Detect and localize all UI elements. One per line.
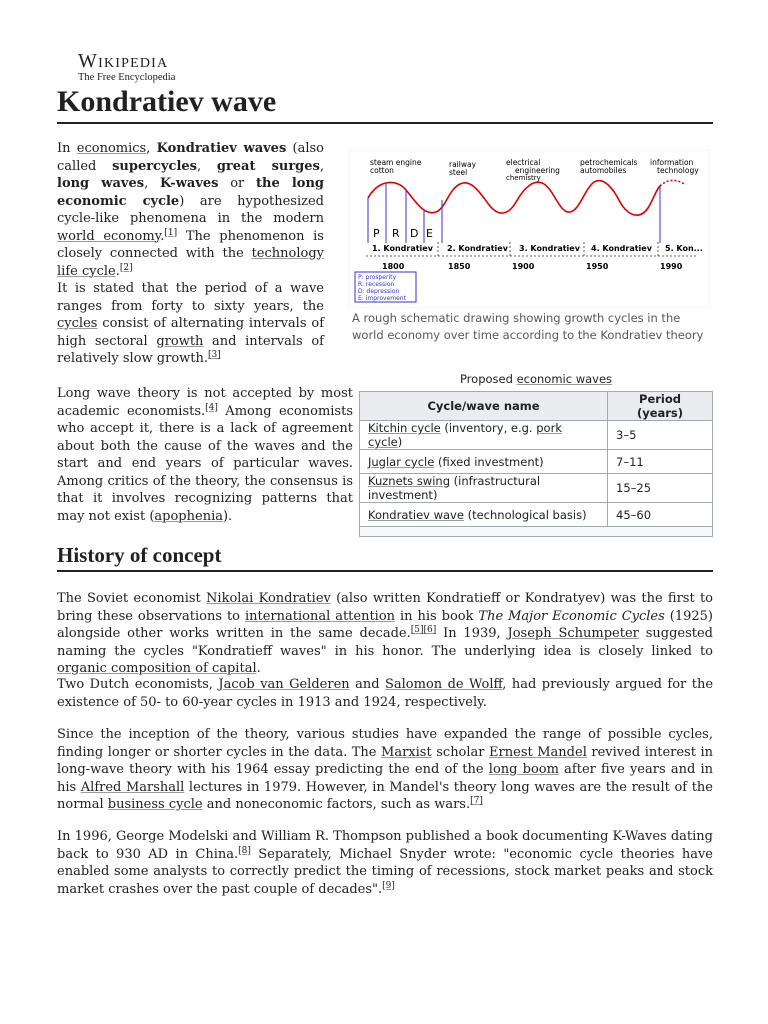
industry-1-line2: cotton xyxy=(370,166,394,175)
link-growth[interactable]: growth xyxy=(156,333,204,349)
text: , xyxy=(146,141,157,156)
text: In xyxy=(57,141,77,156)
empty-cell xyxy=(360,527,713,537)
cycle-name-cell xyxy=(360,450,608,474)
industry-4-line2: automobiles xyxy=(580,166,627,175)
industry-4-line1: petrochemicals xyxy=(580,158,638,167)
text: Proposed xyxy=(459,372,517,386)
text: In 1939, xyxy=(436,626,508,641)
kondratiev-schematic-svg xyxy=(348,150,710,308)
text: (technological basis) xyxy=(463,507,587,522)
text: . xyxy=(256,661,261,676)
wikipedia-logo[interactable] xyxy=(78,50,238,84)
reference-2[interactable]: [2] xyxy=(119,262,133,273)
text: (also called xyxy=(57,141,324,174)
year-label-1850: 1850 xyxy=(448,262,471,271)
legend-improvement: E: improvement xyxy=(358,295,406,302)
text: and noneconomic factors, such as wars. xyxy=(202,797,471,812)
wikipedia-wordmark: Wikipedia xyxy=(78,50,169,72)
table-row xyxy=(360,450,713,474)
text: The phenomenon is closely connected with the xyxy=(57,228,324,261)
period-cell: 7–11 xyxy=(608,450,713,474)
text: , had previously argued for the existence of 50- to 60-year cycles in 1913 and 1924, respectively. xyxy=(57,677,714,710)
text: (infrastructural investment) xyxy=(368,474,541,502)
wave-label-3: 3. Kondratiev xyxy=(519,244,580,253)
cycle-name-cell xyxy=(360,421,608,450)
intro-paragraph-2 xyxy=(57,280,324,368)
page-title: Kondratiev wave xyxy=(57,82,713,124)
legend-depression: D: depression xyxy=(358,288,400,295)
bold-term: Kondratiev waves xyxy=(156,141,287,156)
kondratiev-schematic-figure[interactable] xyxy=(348,150,710,308)
intro-paragraph-3 xyxy=(57,385,353,525)
bold-term: K-waves xyxy=(159,176,219,191)
link-long-boom[interactable]: long boom xyxy=(488,762,559,777)
text: , xyxy=(319,158,325,174)
text: after five years and in his xyxy=(57,762,713,795)
bold-term: supercycles xyxy=(112,158,197,174)
link-apophenia[interactable]: apophenia xyxy=(154,508,223,524)
link-kitchin-cycle[interactable]: Kitchin cycle xyxy=(368,421,441,435)
text: (fixed investment) xyxy=(434,454,544,469)
period-cell: 3–5 xyxy=(608,421,713,450)
wave-label-2: 2. Kondratiev xyxy=(447,244,508,253)
link-marxist[interactable]: Marxist xyxy=(381,744,432,760)
bold-term: the long economic cycle xyxy=(57,176,325,209)
link-kuznets-swing[interactable]: Kuznets swing xyxy=(368,474,450,488)
link-world-economy[interactable]: world economy xyxy=(57,228,161,244)
link-joseph-schumpeter[interactable]: Joseph Schumpeter xyxy=(507,626,639,641)
cycle-name-cell xyxy=(360,503,608,527)
column-header-name: Cycle/wave name xyxy=(360,392,608,421)
reference-7[interactable]: [7] xyxy=(470,796,483,806)
table-row xyxy=(360,421,713,450)
section-heading-history: History of concept xyxy=(57,540,713,572)
text: The Soviet economist xyxy=(57,591,207,606)
reference-4[interactable]: [4] xyxy=(205,402,218,413)
text: Long wave theory is not accepted by most academic economists. xyxy=(57,386,353,419)
link-international-attention[interactable]: international attention xyxy=(244,608,396,624)
link-cycles[interactable]: cycles xyxy=(57,316,98,331)
link-pork-cycle[interactable]: pork cycle xyxy=(368,421,562,449)
text: ) xyxy=(397,435,403,449)
text: . xyxy=(160,228,165,244)
text: (inventory, e.g. xyxy=(440,421,537,435)
reference-5[interactable]: [5] xyxy=(410,625,424,635)
link-jacob-van-gelderen[interactable]: Jacob van Gelderen xyxy=(218,677,350,692)
link-economics[interactable]: economics xyxy=(76,141,147,156)
text: ). xyxy=(222,508,233,524)
bold-term: great surges xyxy=(216,158,320,174)
wave-label-1: 1. Kondratiev xyxy=(372,244,433,253)
text: and xyxy=(349,677,385,692)
wave-label-5: 5. Kon... xyxy=(665,244,703,253)
link-kondratiev-wave[interactable]: Kondratiev wave xyxy=(368,507,464,522)
link-ernest-mandel[interactable]: Ernest Mandel xyxy=(489,744,587,760)
text: . xyxy=(115,263,120,279)
period-cell: 15–25 xyxy=(608,474,713,503)
economic-waves-table xyxy=(359,391,713,537)
industry-2-line1: railway xyxy=(449,160,477,169)
wikipedia-tagline: The Free Encyclopedia xyxy=(78,72,176,83)
phase-label-r: R xyxy=(392,227,400,240)
table-caption xyxy=(360,372,712,386)
link-alfred-marshall[interactable]: Alfred Marshall xyxy=(80,779,185,795)
history-paragraph-2 xyxy=(57,676,713,711)
text: consist of alternating intervals of high sectoral xyxy=(57,316,324,349)
text: Separately, Michael Snyder wrote: "economic cycle theories have enabled some analysts to correctly predict the timing of recessions, stock market peaks and stock market crashes over the past couple of decades". xyxy=(57,846,714,897)
history-paragraph-1 xyxy=(57,590,713,678)
industry-5-line1: information xyxy=(650,158,694,167)
text: In 1996, George Modelski and William R. Thompson published a book documenting K-Waves dating back to 930 AD in China. xyxy=(57,829,713,862)
phase-label-e: E xyxy=(426,227,433,240)
link-juglar-cycle[interactable]: Juglar cycle xyxy=(368,454,435,469)
cycle-name-cell xyxy=(360,474,608,503)
text: , xyxy=(144,176,160,191)
wave-label-4: 4. Kondratiev xyxy=(591,244,652,253)
industry-3-line2: engineering xyxy=(515,166,560,175)
text: It is stated that the period of a wave ranges from forty to sixty years, the xyxy=(57,281,324,314)
year-label-1950: 1950 xyxy=(586,262,609,271)
text: (1925) alongside other works written in the same decade. xyxy=(57,608,713,641)
industry-5-line2: technology xyxy=(657,166,699,175)
text: lectures in 1979. However, in Mandel's theory long waves are the result of the normal xyxy=(57,779,713,812)
industry-2-line2: steel xyxy=(449,168,468,177)
text: Among economists who accept it, there is a lack of agreement about both the cause of the waves and the start and end years of particular waves. Among critics of the theory, the consensus is that it involves recognizing patterns that may not exist ( xyxy=(57,403,353,524)
year-label-1900: 1900 xyxy=(512,262,535,271)
history-paragraph-4 xyxy=(57,828,713,898)
intro-paragraph-1 xyxy=(57,140,324,280)
legend-prosperity: P: prosperity xyxy=(358,274,397,281)
history-paragraph-3 xyxy=(57,726,713,814)
text: ) are hypothesized cycle-like phenomena in the modern xyxy=(57,193,325,226)
column-header-period: Period (years) xyxy=(608,392,713,421)
text: or xyxy=(218,176,256,191)
reference-6[interactable]: [6] xyxy=(423,625,437,635)
reference-3[interactable]: [3] xyxy=(208,350,221,360)
industry-3-line1: electrical xyxy=(506,158,541,167)
text: and intervals of relatively slow growth. xyxy=(57,333,324,366)
link-nikolai-kondratiev[interactable]: Nikolai Kondratiev xyxy=(206,591,331,606)
text: , xyxy=(196,158,217,174)
link-business-cycle[interactable]: business cycle xyxy=(107,797,203,812)
text: (also written Kondratieff or Kondratyev) was the first to bring these observations to xyxy=(57,591,714,624)
industry-3-line3: chemistry xyxy=(506,174,541,182)
text: suggested naming the cycles "Kondratieff waves" in his honor. The underlying idea is closely linked to xyxy=(57,626,713,659)
link-technology-life-cycle[interactable]: technology life cycle xyxy=(57,246,324,279)
industry-1-line1: steam engine xyxy=(370,158,422,167)
table-row xyxy=(360,474,713,503)
legend-recession: R: recession xyxy=(358,281,395,288)
reference-9[interactable]: [9] xyxy=(382,880,395,891)
text: Since the inception of the theory, various studies have expanded the range of possible cycles, finding longer or shorter cycles in the data. The xyxy=(57,727,713,760)
reference-8[interactable]: [8] xyxy=(238,845,251,856)
text: Two Dutch economists, xyxy=(57,677,219,692)
table-footer-row xyxy=(360,527,713,537)
bold-term: long waves xyxy=(57,176,145,191)
text: in his book xyxy=(395,608,479,624)
link-salomon-de-wolff[interactable]: Salomon de Wolff xyxy=(384,677,503,692)
year-label-1800: 1800 xyxy=(382,262,405,271)
table-header-row xyxy=(360,392,713,421)
phase-label-p: P xyxy=(373,227,380,240)
reference-1[interactable]: [1] xyxy=(164,227,178,238)
text: revived interest in long-wave theory with his 1964 essay predicting the end of the xyxy=(57,744,714,777)
table-row xyxy=(360,503,713,527)
link-economic-waves[interactable]: economic waves xyxy=(516,372,613,386)
period-cell: 45–60 xyxy=(608,503,713,527)
text: scholar xyxy=(431,744,490,760)
phase-label-d: D xyxy=(410,227,419,240)
year-label-1990: 1990 xyxy=(660,262,683,271)
figure-caption: A rough schematic drawing showing growth cycles in the world economy over time according to the Kondratiev theory xyxy=(352,311,704,342)
book-title: The Major Economic Cycles xyxy=(478,608,665,624)
link-organic-composition-of-capital[interactable]: organic composition of capital xyxy=(57,661,257,676)
